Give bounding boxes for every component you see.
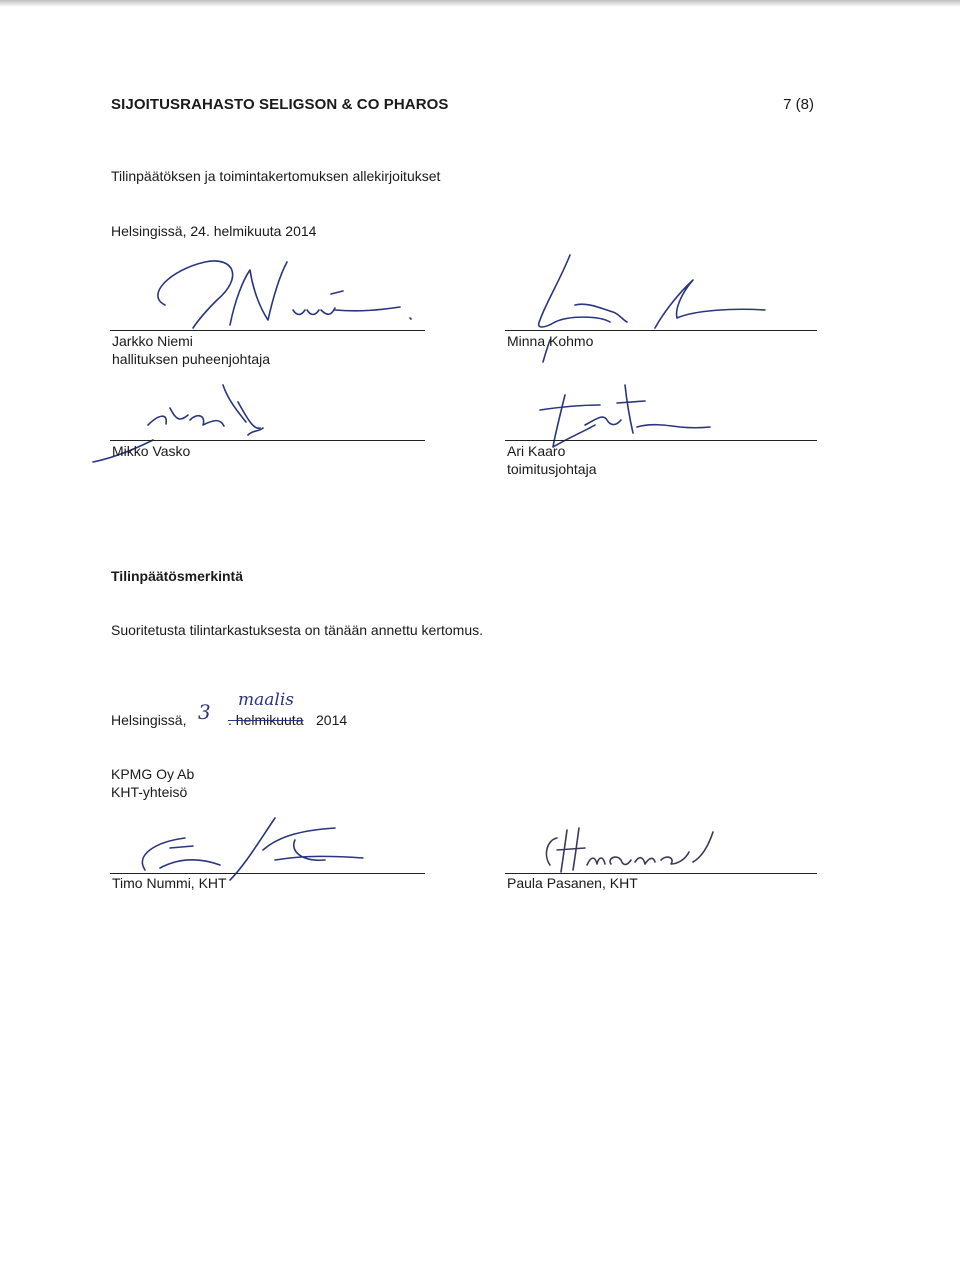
page-number: 7 (8)	[783, 96, 814, 113]
signature-line-jarkko-niemi	[110, 330, 425, 331]
signature-paula-pasanen	[535, 820, 735, 880]
fund-title: SIJOITUSRAHASTO SELIGSON & CO PHAROS	[111, 96, 449, 113]
signatures-place-date: Helsingissä, 24. helmikuuta 2014	[111, 223, 317, 239]
signer-name-ari-kaaro: Ari Kaaro	[507, 443, 566, 459]
signature-line-timo-nummi	[110, 873, 425, 874]
signer-role-jarkko-niemi: hallituksen puheenjohtaja	[112, 351, 271, 367]
audit-place-prefix: Helsingissä,	[111, 712, 187, 728]
auditor-name-paula-pasanen: Paula Pasanen, KHT	[507, 875, 638, 891]
handwritten-month: maalis	[238, 690, 294, 710]
signer-name-jarkko-niemi: Jarkko Niemi	[112, 333, 193, 349]
signatures-heading: Tilinpäätöksen ja toimintakertomuksen allekirjoitukset	[111, 168, 441, 184]
audit-firm-type: KHT-yhteisö	[111, 784, 188, 800]
audit-heading: Tilinpäätösmerkintä	[111, 568, 244, 584]
signer-role-ari-kaaro: toimitusjohtaja	[507, 461, 597, 477]
signature-line-paula-pasanen	[505, 873, 817, 874]
signer-name-mikko-vasko: Mikko Vasko	[112, 443, 191, 459]
audit-year: 2014	[316, 712, 348, 728]
audit-firm-name: KPMG Oy Ab	[111, 766, 195, 782]
signature-line-mikko-vasko	[110, 440, 425, 441]
signature-jarkko-niemi	[135, 250, 425, 340]
signature-line-minna-kohmo	[505, 330, 817, 331]
signature-ari-kaaro	[525, 365, 725, 455]
struck-month: . helmikuuta	[228, 712, 304, 728]
handwritten-day: 3	[198, 700, 211, 724]
scan-edge	[0, 0, 960, 7]
audit-statement: Suoritetusta tilintarkastuksesta on tänään annettu kertomus.	[111, 622, 483, 638]
signature-line-ari-kaaro	[505, 440, 817, 441]
signer-name-minna-kohmo: Minna Kohmo	[507, 333, 594, 349]
auditor-name-timo-nummi: Timo Nummi, KHT	[112, 875, 227, 891]
